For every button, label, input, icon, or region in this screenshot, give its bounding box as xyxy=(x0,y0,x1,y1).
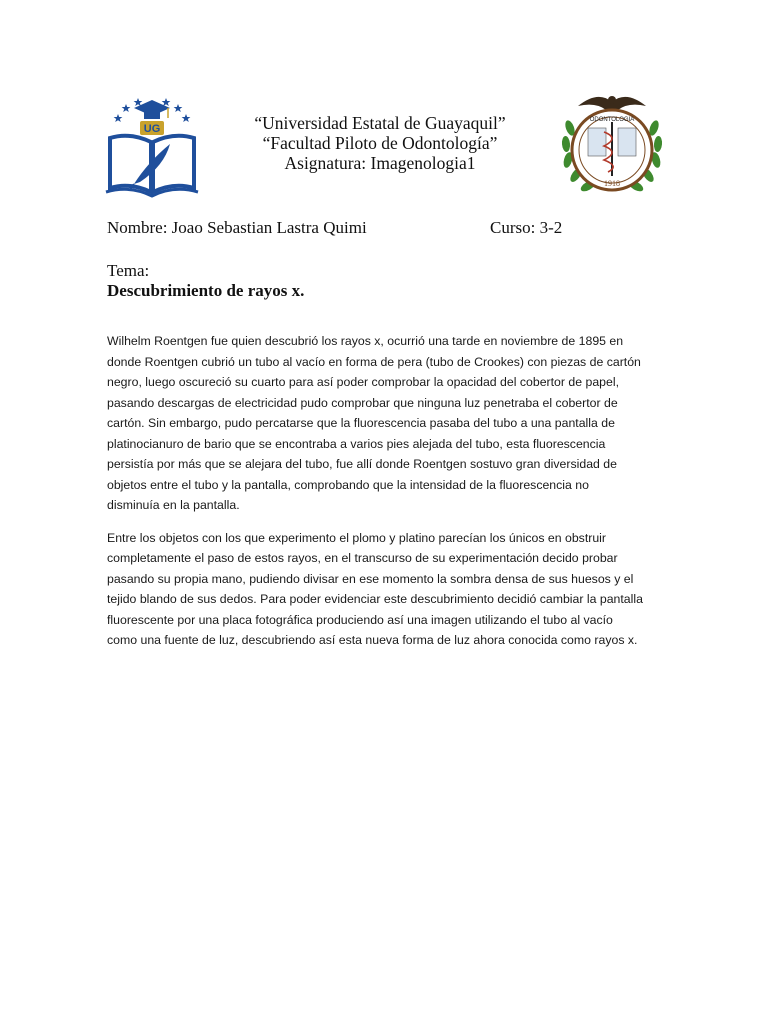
seal-year: 1918 xyxy=(604,179,620,188)
paragraph-2 xyxy=(107,528,652,651)
dentistry-faculty-seal xyxy=(558,88,666,198)
topic-label: Tema: xyxy=(107,261,150,280)
text-line: platinocianuro de bario que se encontraba a varios pies alejada del tubo, esta fluorescencia xyxy=(107,436,606,451)
essay-body xyxy=(107,331,652,651)
text-line: persistía por más que se alejara del tubo, fue allí donde Roentgen sostuvo gran diversidad de xyxy=(107,457,617,471)
text-line: tejido blando de sus dedos. Para poder evidenciar este descubrimiento decidió cambiar la pantalla xyxy=(107,592,643,606)
text-line: disminuía en la pantalla. xyxy=(107,498,240,512)
text-line: Entre los objetos con los que experimento el plomo y platino parecían los únicos en obstruir xyxy=(107,530,606,545)
document-header xyxy=(200,113,560,173)
text-line: fluorescente por una placa fotográfica produciendo así una imagen utilizando el tubo al vacío xyxy=(107,612,613,627)
text-line: como una fuente de luz, descubriendo así esta nueva forma de luz ahora conocida como rayos x. xyxy=(107,633,638,647)
university-logo xyxy=(104,92,200,198)
text-line: completamente el paso de estos rayos, en el transcurso de su experimentación decido probar xyxy=(107,551,618,565)
student-course: Curso: 3-2 xyxy=(490,218,563,237)
ug-monogram-icon xyxy=(140,121,164,135)
text-line: donde Roentgen cubrió un tubo al vacío en forma de pera (tubo de Crookes) con piezas de cartón xyxy=(107,354,641,369)
svg-text:UG: UG xyxy=(143,123,161,135)
text-line: pasando descargas de electricidad pudo comprobar que ninguna luz penetraba el cobertor de xyxy=(107,395,618,410)
paragraph-1 xyxy=(107,331,652,516)
text-line: pasando su propia mano, pudiendo divisar en ese momento la sombra densa de sus huesos y el xyxy=(107,571,634,586)
seal-label: ODONTOLOGIA xyxy=(589,117,635,123)
faculty-name: “Facultad Piloto de Odontología” xyxy=(262,133,498,153)
subject-line: Asignatura: Imagenologia1 xyxy=(284,153,476,173)
text-line: objetos entre el tubo y la pantalla, comprobando que la intensidad de la fluorescencia no xyxy=(107,477,589,492)
university-name: “Universidad Estatal de Guayaquil” xyxy=(254,113,506,133)
topic-title: Descubrimiento de rayos x. xyxy=(107,281,305,300)
text-line: Wilhelm Roentgen fue quien descubrió los rayos x, ocurrió una tarde en noviembre de 1895 en xyxy=(107,334,624,348)
text-line: cartón. Sin embargo, pudo percatarse que la fluorescencia pasaba del tubo a una pantalla de xyxy=(107,416,615,430)
student-name: Nombre: Joao Sebastian Lastra Quimi xyxy=(107,218,367,237)
text-line: negro, luego oscureció su cuarto para así poder comprobar la opacidad del cobertor de papel, xyxy=(107,375,620,389)
condor-icon xyxy=(578,96,646,110)
